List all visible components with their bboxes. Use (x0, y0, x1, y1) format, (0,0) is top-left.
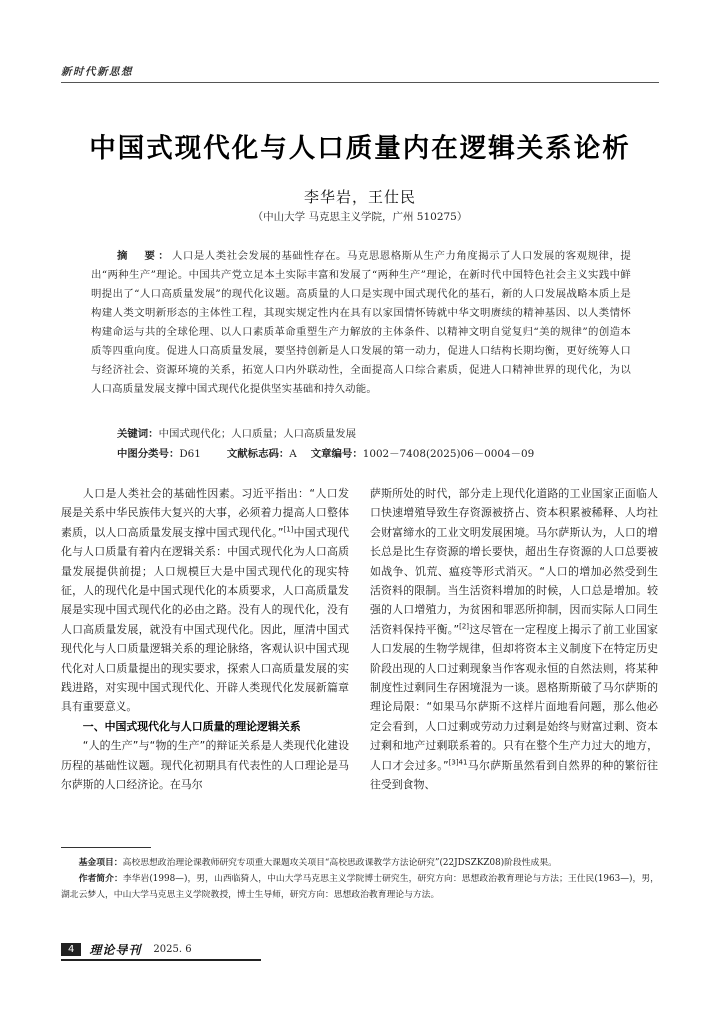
author-note (61, 871, 659, 903)
abstract-text: 人口是人类社会发展的基础性存在。马克思恩格斯从生产力角度揭示了人口发展的客观规律，提出“两种生产”理论。中国共产党立足本土实际丰富和发展了“两种生产”理论，在新时代中国特色社会主义实践中鲜明提出了“人口高质量发展”的现代化议题。高质量的人口是实现中国式现代化的基石，新的人口发展战略本质上是构建人类文明新形态的主体性工程，其现实规定性内在具有以家国情怀铸就中华文明赓续的精神基因、以人类情怀构建命运与共的全球伦理、以人口素质革命重塑生产力解放的主体条件、以精神文明自觉复归“美的规律”的创造本质等四重向度。促进人口高质量发展，要坚持创新是人口发展的第一动力，促进人口结构长期均衡，更好统筹人口与经济社会、资源环境的关系，拓宽人口内外联动性，全面提高人口综合素质，促进人口精神世界的现代化，为以人口高质量发展支撑中国式现代化提供坚实基础和持久动能。 (91, 250, 631, 395)
journal-name: 理论导刊 (89, 942, 142, 957)
article-id-value: 1002－7408(2025)06－0004－09 (362, 448, 535, 460)
author-note-label: 作者简介： (78, 874, 123, 884)
paragraph-text: 萨斯所处的时代，部分走上现代化道路的工业国家正面临人口快速增殖导致生存资源被挤占、资本积累被稀释、人均社会财富缔水的工业文明发展困境。马尔萨斯认为，人口的增长总是比生存资源的增长要快，超出生存资源的人口总要被如战争、饥荒、瘟疫等形式消灭。“人口的增加必然受到生活资料的限制。当生活资料增加的时候，人口总是增加。较强的人口增殖力，为贫困和罪恶所抑制，因而实际人口同生活资料保持平衡。” (370, 487, 658, 636)
footer-rule (61, 959, 261, 961)
body-paragraph (61, 484, 349, 717)
citation-ref: [3]41 (448, 758, 468, 767)
article-id-label: 文章编号： (310, 448, 363, 460)
clc-value: D61 (179, 448, 201, 460)
paragraph-text: 这尽管在一定程度上揭示了前工业国家人口发展的生物学规律，但却将资本主义制度下在特定历史阶段出现的人口过剩现象当作客观永恒的自然法则，将某种制度性过剩同生存困境混为一谈。恩格斯斯破了马尔萨斯的理论局限：“如果马尔萨斯不这样片面地看问题，那么他必定会看到，人口过剩或劳动力过剩是始终与财富过剩、资本过剩和地产过剩联系着的。只有在整个生产力过大的地方，人口才会过多。” (370, 622, 658, 772)
page-number: 4 (61, 943, 81, 956)
keywords-label: 关键词： (117, 428, 159, 440)
fund-text: 高校思想政治理论课教师研究专项重大课题攻关项目“高校思政课教学方法论研究”(22JDSZKZ08)阶段性成果。 (122, 858, 557, 868)
body-column-right (370, 484, 658, 795)
doc-code-value: A (289, 448, 297, 460)
citation-ref: [1] (283, 525, 294, 534)
section-heading: 一、中国式现代化与人口质量的理论逻辑关系 (82, 719, 301, 733)
clc-label: 中图分类号： (117, 448, 180, 460)
citation-ref: [2] (459, 622, 470, 631)
paragraph-text: 中国式现代化与人口质量有着内在逻辑关系：中国式现代化为人口高质量发展提供前提；人口规模巨大是中国式现代化的现实特征，人的现代化是中国式现代化的本质要求，人口高质量发展是实现中国式现代化的必由之路。没有人的现代化，没有人口高质量发展，就没有中国式现代化。因此，厘清中国式现代化与人口质量逻辑关系的理论脉络，客观认识中国式现代化对人口质量提出的现实要求，探索人口高质量发展的实践进路，对实现中国式现代化、开辟人类现代化发展新篇章具有重要意义。 (61, 525, 349, 714)
footnote-rule (61, 847, 151, 848)
keywords (117, 425, 356, 440)
classification-line (117, 445, 534, 460)
author-note-text: 李华岩(1998—)，男，山西临猗人，中山大学马克思主义学院博士研究生，研究方向：思想政治教育理论与方法；王仕民(1963—)，男，湖北云梦人，中山大学马克思主义学院教授，博士生导师，研究方向：思想政治教育理论与方法。 (61, 874, 659, 900)
paragraph-text: 马尔萨斯虽然看到自然界的种的繁衍往往受到食物、 (370, 758, 658, 792)
body-column-left (61, 484, 349, 795)
section-tag: 新时代新思想 (61, 66, 133, 78)
body-paragraph: “人的生产”与“物的生产”的辩证关系是人类现代化建设历程的基础性议题。现代化初期具有代表性的人口理论是马尔萨斯的人口经济论。在马尔 (61, 739, 349, 792)
article-title: 中国式现代化与人口质量内在逻辑关系论析 (89, 133, 631, 164)
article-authors: 李华岩，王仕民 (303, 188, 416, 206)
footnotes (61, 855, 659, 903)
journal-issue: 2025. 6 (153, 943, 192, 955)
fund-label: 基金项目： (78, 858, 123, 868)
body-paragraph (370, 484, 658, 795)
keywords-text: 中国式现代化；人口质量；人口高质量发展 (158, 428, 356, 440)
header-rule (61, 82, 659, 83)
abstract-label: 摘 要： (117, 250, 172, 262)
fund-note (61, 855, 659, 871)
author-affiliation: （中山大学 马克思主义学院，广州 510275） (252, 211, 468, 223)
page-footer (61, 940, 192, 958)
doc-code-label: 文献标志码： (226, 448, 290, 460)
abstract (91, 247, 631, 399)
paragraph-text: 人口是人类社会的基础性因素。习近平指出：“人口发展是关系中华民族伟大复兴的大事，必须着力提高人口整体素质，以人口高质量发展支撑中国式现代化。” (61, 487, 349, 539)
